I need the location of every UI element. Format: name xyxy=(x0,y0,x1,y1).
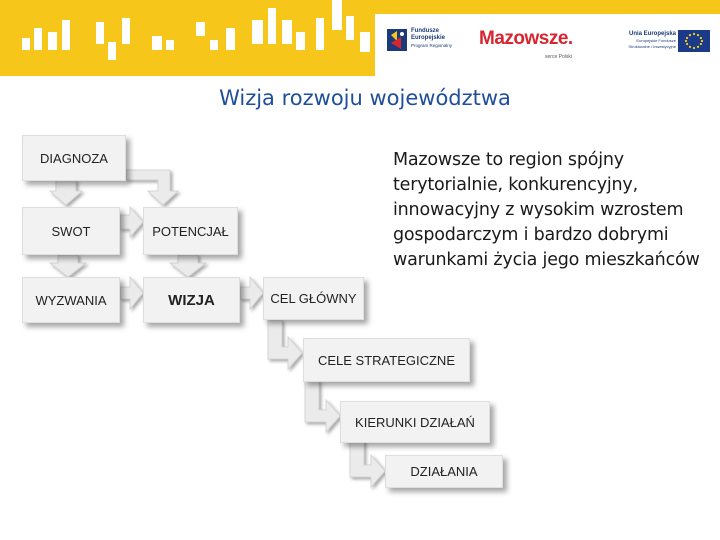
box-diagnoza: DIAGNOZA xyxy=(22,135,126,181)
logos-panel xyxy=(375,14,720,76)
vision-statement: Mazowsze to region spójny terytorialnie, konkurencyjny, innowacyjny z wysokim wzrostem gospodarczym i bardzo dobrymi warunkami życia jego mieszkańców xyxy=(393,150,700,270)
header-bar xyxy=(0,0,720,76)
box-wyzwania: WYZWANIA xyxy=(22,277,120,323)
box-dzialania: DZIAŁANIA xyxy=(385,455,503,488)
arrow-cele-kierunki xyxy=(305,380,340,432)
region-logo: Mazowsze. xyxy=(479,28,573,49)
arrow-diagnoza-swot xyxy=(50,180,82,205)
box-potencjal: POTENCJAŁ xyxy=(143,207,238,255)
region-logo-sub: serce Polski xyxy=(545,54,572,60)
decorative-squares xyxy=(0,0,380,76)
arrow-kierunki-dzialania xyxy=(350,440,385,487)
eu-logo-text: Unia Europejska Europejskie Fundusze Strukturalne i Inwestycyjne xyxy=(628,31,676,49)
eu-flag-icon xyxy=(678,30,710,52)
arrow-swot-potencjal xyxy=(120,207,143,237)
arrow-diagnoza-potencjal xyxy=(126,170,178,205)
box-swot: SWOT xyxy=(22,207,120,255)
arrow-potencjal-wizja xyxy=(170,255,206,277)
box-wizja: WIZJA xyxy=(143,277,240,323)
slide-title: Wizja rozwoju województwa xyxy=(219,86,511,110)
funds-logo-text: Fundusze Europejskie Program Regionalny xyxy=(411,28,453,48)
arrow-wizja-cel xyxy=(240,277,263,309)
arrow-cel-cele xyxy=(268,320,302,369)
arrow-swot-wyzwania xyxy=(50,255,86,277)
box-kierunki-dzialan: KIERUNKI DZIAŁAŃ xyxy=(340,401,490,443)
box-cel-glowny: CEL GŁÓWNY xyxy=(263,277,364,320)
funds-logo-icon xyxy=(387,29,407,51)
box-cele-strategiczne: CELE STRATEGICZNE xyxy=(303,338,470,382)
arrow-wyzwania-wizja xyxy=(120,277,143,309)
